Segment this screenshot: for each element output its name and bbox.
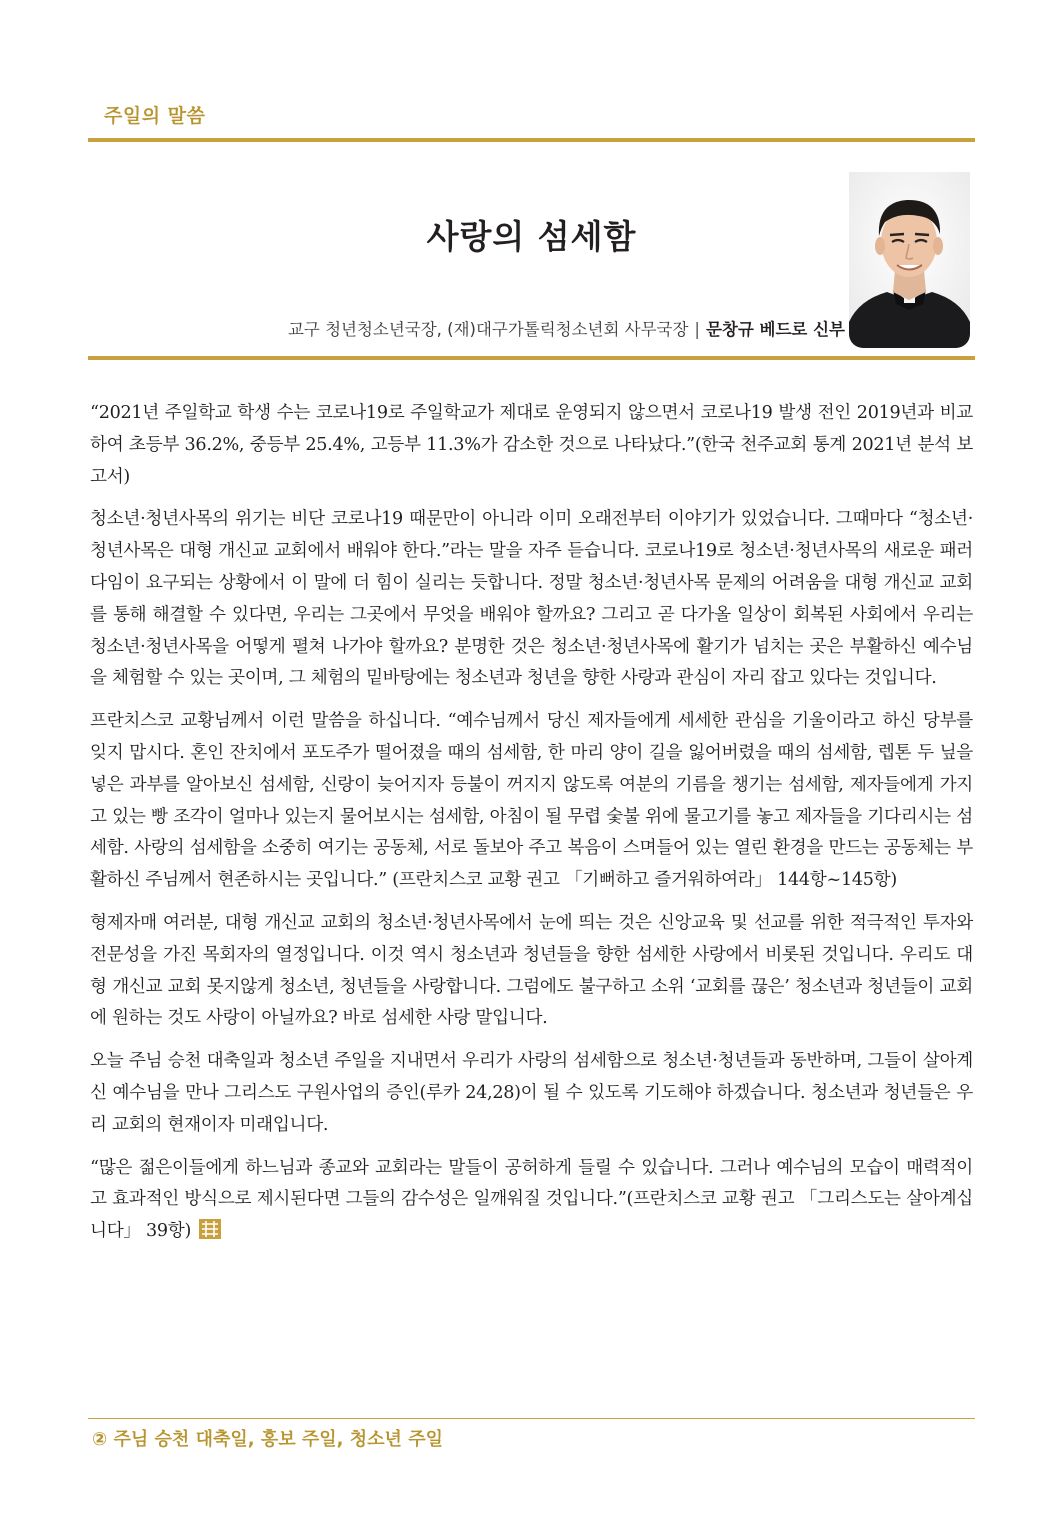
byline-role: 교구 청년청소년국장, (재)대구가톨릭청소년회 사무국장 (287, 320, 689, 339)
article-title: 사랑의 섬세함 (426, 217, 637, 256)
paragraph: 청소년·청년사목의 위기는 비단 코로나19 때문만이 아니라 이미 오래전부터 이야기가 있었습니다. 그때마다 “청소년·청년사목은 대형 개신교 교회에서 배워야 한다.”라는 말을 자주 듣습니다. 코로나19로 청소년·청년사목의 새로운 패러다임이 요구되는 상황에서 이 말에 더 힘이 실리는 듯합니다. 정말 청소년·청년사목 문제의 어려움을 대형 개신교 교회를 통해 해결할 수 있다면, 우리는 그곳에서 무엇을 배워야 할까요? 그리고 곧 다가올 일상이 회복된 사회에서 우리는 청소년·청년사목을 어떻게 펼쳐 나가야 할까요? 분명한 것은 청소년·청년사목에 활기가 넘치는 곳은 부활하신 예수님을 체험할 수 있는 곳이며, 그 체험의 밑바탕에는 청소년과 청년을 향한 사랑과 관심이 자리 잡고 있다는 것입니다. (90, 509, 973, 689)
footer-divider (88, 1418, 975, 1419)
author-portrait (849, 172, 970, 348)
top-divider (88, 138, 975, 142)
header-bottom-divider (88, 356, 975, 360)
paragraph: 오늘 주님 승천 대축일과 청소년 주일을 지내면서 우리가 사랑의 섬세함으로 청소년·청년들과 동반하며, 그들이 살아계신 예수님을 만나 그리스도 구원사업의 증인(루카 24,28)이 될 수 있도록 기도해야 하겠습니다. 청소년과 청년들은 우리 교회의 현재이자 미래입니다. (90, 1051, 973, 1135)
paragraph: “2021년 주일학교 학생 수는 코로나19로 주일학교가 제대로 운영되지 않으면서 코로나19 발생 전인 2019년과 비교하여 초등부 36.2%, 중등부 25.4%, 고등부 11.3%가 감소한 것으로 나타났다.”(한국 천주교회 통계 2021년 분석 보고서) (90, 403, 973, 487)
section-label: 주일의 말씀 (104, 105, 206, 127)
portrait-image (849, 172, 970, 348)
paragraph-text: “많은 젊은이들에게 하느님과 종교와 교회라는 말들이 공허하게 들릴 수 있습니다. 그러나 예수님의 모습이 매력적이고 효과적인 방식으로 제시된다면 그들의 감수성은 일깨워질 것입니다.”(프란치스코 교황 권고 「그리스도는 살아계십니다」 39항) (90, 1157, 973, 1242)
paragraph: 형제자매 여러분, 대형 개신교 교회의 청소년·청년사목에서 눈에 띄는 것은 신앙교육 및 선교를 위한 적극적인 투자와 전문성을 가진 목회자의 열정입니다. 이것 역시 청소년과 청년들을 향한 섬세한 사랑에서 비롯된 것입니다. 우리도 대형 개신교 교회 못지않게 청소년, 청년들을 사랑합니다. 그럼에도 불구하고 소위 ‘교회를 끊은’ 청소년과 청년들이 교회에 원하는 것도 사랑이 아닐까요? 바로 섬세한 사랑 말입니다. (90, 912, 973, 1029)
paragraph: 프란치스코 교황님께서 이런 말씀을 하십니다. “예수님께서 당신 제자들에게 세세한 관심을 기울이라고 하신 당부를 잊지 맙시다. 혼인 잔치에서 포도주가 떨어졌을 때의 섬세함, 한 마리 양이 길을 잃어버렸을 때의 섬세함, 렙톤 두 닢을 넣은 과부를 알아보신 섬세함, 신랑이 늦어지자 등불이 꺼지지 않도록 여분의 기름을 챙기는 섬세함, 제자들에게 가지고 있는 빵 조각이 얼마나 있는지 물어보시는 섬세함, 아침이 될 무렵 숯불 위에 물고기를 놓고 제자들을 기다리시는 섬세함. 사랑의 섬세함을 소중히 여기는 공동체, 서로 돌보아 주고 복음이 스며들어 있는 열린 환경을 만드는 공동체는 부활하신 주님께서 현존하시는 곳입니다.” (프란치스코 교황 권고 「기뻐하고 즐거워하여라」 144항~145항) (90, 711, 973, 891)
article-body (90, 398, 973, 1259)
page-footer: ② 주님 승천 대축일, 홍보 주일, 청소년 주일 (92, 1429, 443, 1450)
byline-separator: | (694, 320, 700, 339)
paragraph-last (90, 1153, 973, 1248)
end-mark-icon (199, 1219, 221, 1239)
byline-author-name: 문창규 베드로 신부 (705, 320, 845, 339)
byline (288, 316, 845, 340)
